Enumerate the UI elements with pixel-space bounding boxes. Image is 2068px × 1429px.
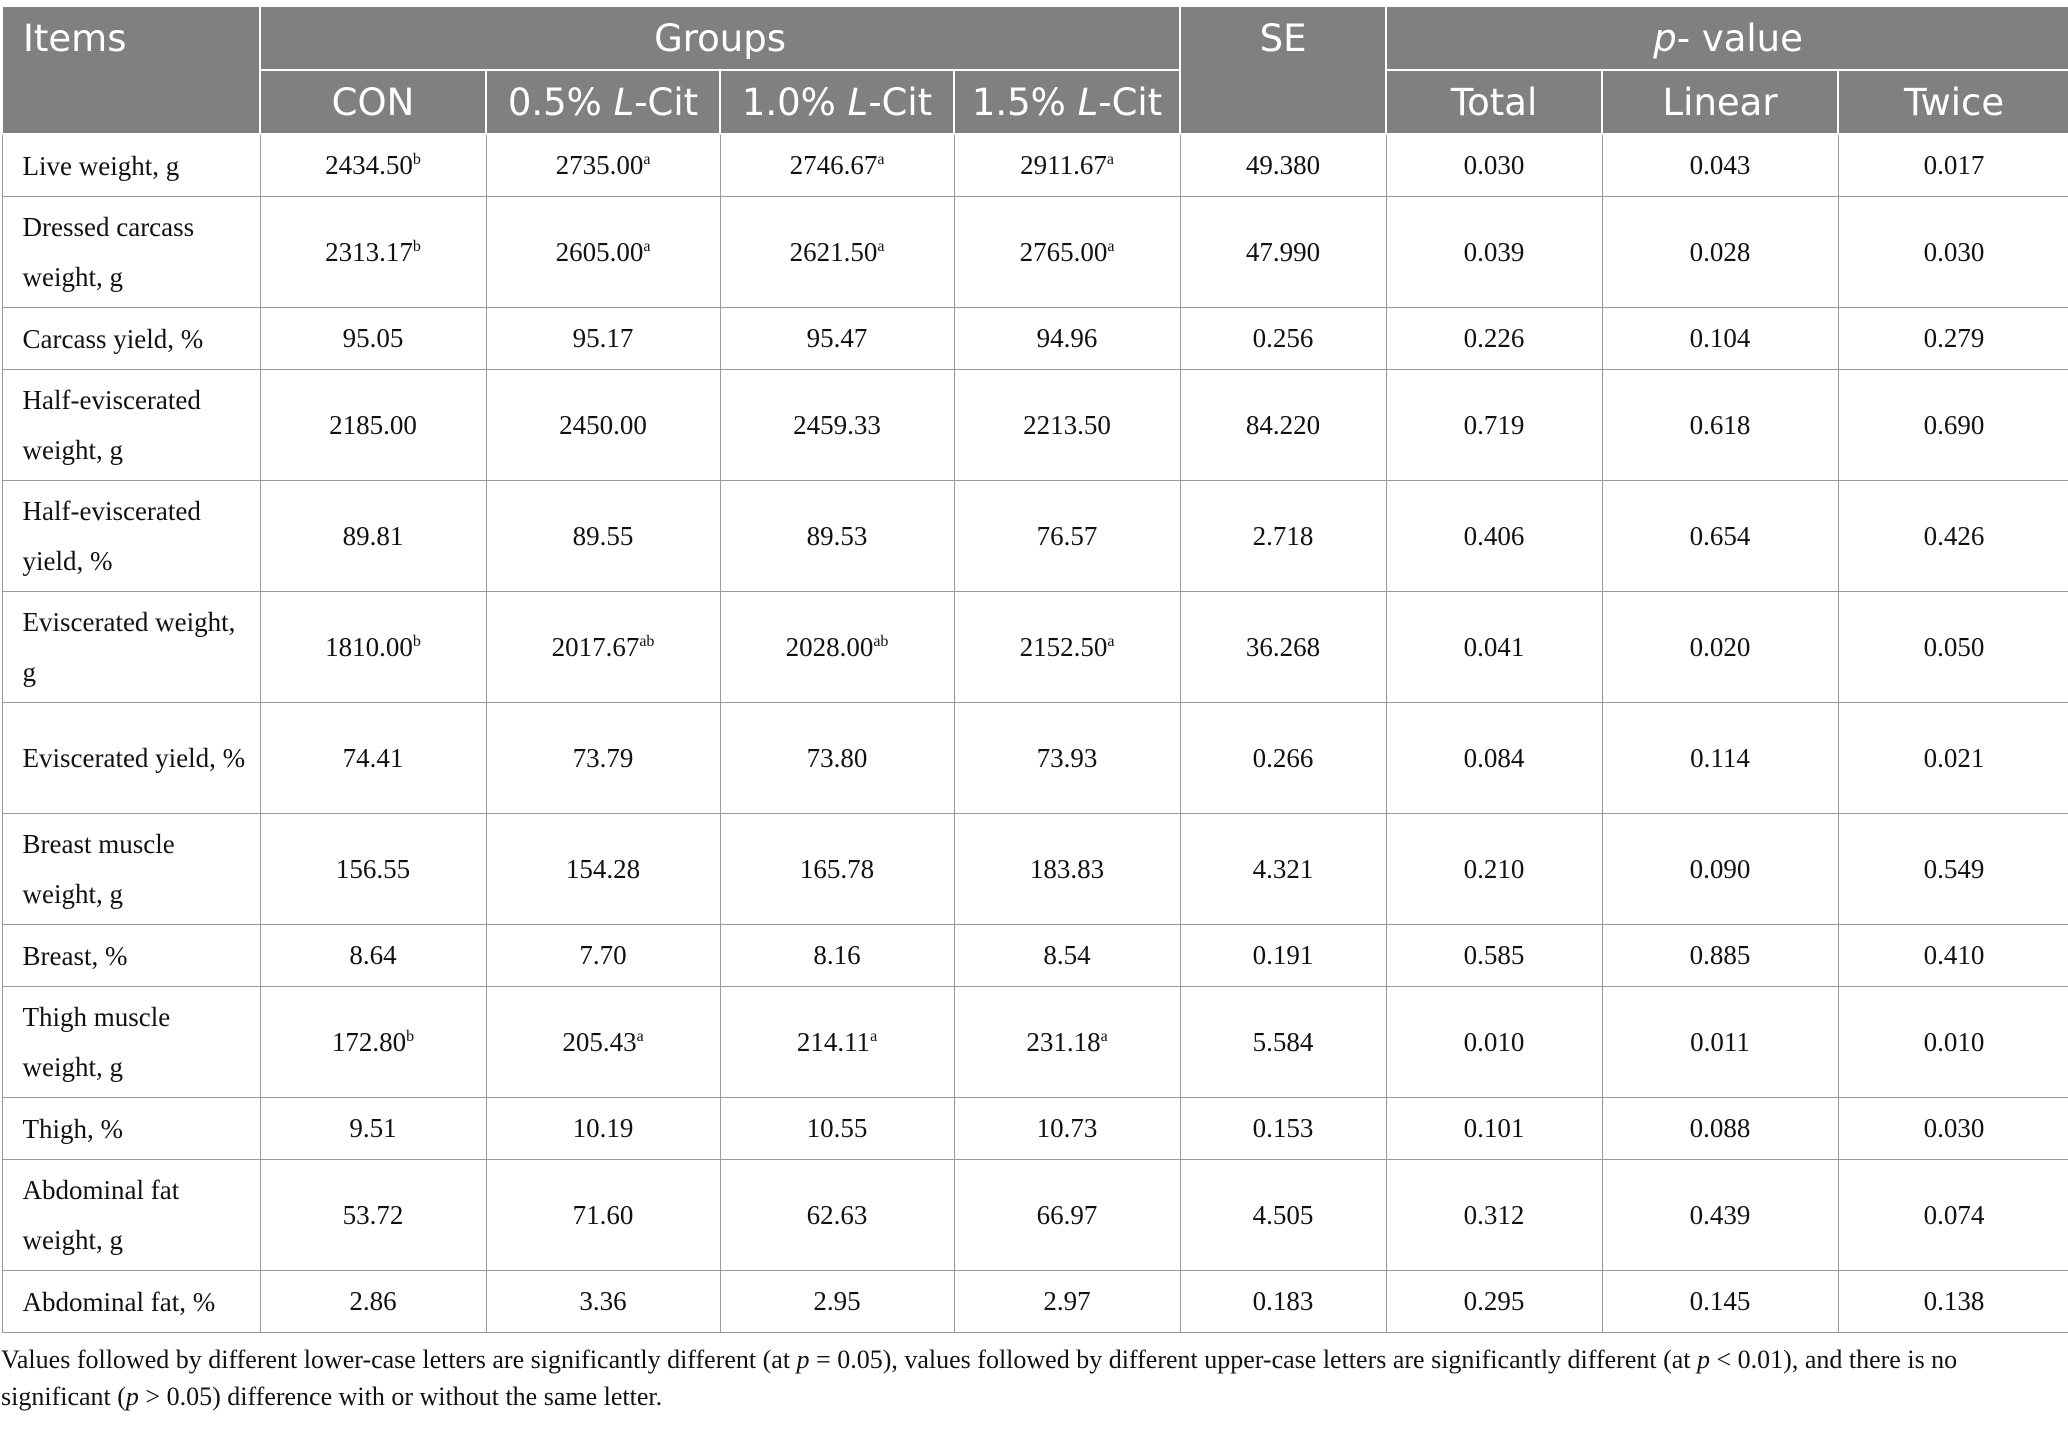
group-cell: [260, 592, 486, 703]
group-cell: [720, 592, 954, 703]
linear-cell: 0.654: [1602, 481, 1838, 592]
se-cell: 36.268: [1180, 592, 1386, 703]
total-cell: 0.041: [1386, 592, 1602, 703]
group-cell: [954, 197, 1180, 308]
group-cell: [720, 987, 954, 1098]
cell-value: 3.36: [579, 1286, 627, 1316]
cell-value: 2017.67: [551, 631, 640, 662]
header-group-col: 1.5% L-Cit: [954, 70, 1180, 134]
group-cell: [954, 1160, 1180, 1271]
cell-value: 10.55: [806, 1113, 868, 1143]
twice-cell: 0.010: [1838, 987, 2068, 1098]
group-cell: [720, 308, 954, 370]
cell-value: 74.41: [342, 742, 404, 773]
cell-value: 214.11: [796, 1026, 871, 1057]
cell-value: 66.97: [1036, 1199, 1098, 1230]
table-row: [2, 481, 2068, 592]
total-cell: 0.295: [1386, 1271, 1602, 1333]
cell-value: 2911.67: [1020, 150, 1107, 180]
group-cell: [954, 925, 1180, 987]
cell-value: 2.95: [813, 1286, 861, 1316]
header-items: Items: [2, 6, 260, 134]
total-cell: 0.210: [1386, 814, 1602, 925]
group-cell: [954, 308, 1180, 370]
cell-value: 95.47: [806, 323, 868, 353]
row-label: Thigh muscle weight, g: [2, 987, 260, 1098]
cell-value: 53.72: [342, 1199, 404, 1230]
header-p-value: [1386, 6, 2068, 70]
header-pvalue-col: Twice: [1838, 70, 2068, 134]
twice-cell: 0.021: [1838, 703, 2068, 814]
header-group-col: 1.0% L-Cit: [720, 70, 954, 134]
total-cell: 0.226: [1386, 308, 1602, 370]
header-p-rest: - value: [1676, 16, 1803, 60]
group-cell: [954, 1271, 1180, 1333]
cell-value: 2434.50: [325, 150, 413, 180]
row-label: Thigh, %: [2, 1098, 260, 1160]
group-cell: [260, 1271, 486, 1333]
results-table: [1, 5, 2068, 1333]
group-cell: [486, 814, 720, 925]
table-footnote: Values followed by different lower-case letters are significantly different (at p = 0.05), values followed by different upper-case letters are significantly different (at p < 0.01), and there is no significant (p > 0.05) difference with or without the same letter.: [1, 1345, 1958, 1411]
row-label: Abdominal fat weight, g: [2, 1160, 260, 1271]
twice-cell: 0.030: [1838, 197, 2068, 308]
cell-value: 89.81: [342, 520, 404, 551]
group-cell: [720, 1160, 954, 1271]
twice-cell: 0.074: [1838, 1160, 2068, 1271]
cell-value: 89.53: [806, 520, 868, 551]
row-label: Abdominal fat, %: [2, 1271, 260, 1333]
cell-value: 2.86: [349, 1286, 397, 1316]
cell-value: 205.43: [562, 1026, 637, 1057]
group-cell: [486, 370, 720, 481]
group-cell: [486, 308, 720, 370]
group-cell: [260, 987, 486, 1098]
group-cell: [486, 481, 720, 592]
cell-value: 8.64: [349, 940, 397, 970]
linear-cell: 0.885: [1602, 925, 1838, 987]
row-label: Eviscerated weight, g: [2, 592, 260, 703]
linear-cell: 0.028: [1602, 197, 1838, 308]
row-label: Half-eviscerated yield, %: [2, 481, 260, 592]
significance-letter: a: [1106, 151, 1114, 168]
linear-cell: 0.145: [1602, 1271, 1838, 1333]
group-cell: [486, 1160, 720, 1271]
se-cell: 0.191: [1180, 925, 1386, 987]
cell-value: 2213.50: [1023, 409, 1111, 440]
cell-value: 9.51: [349, 1113, 397, 1143]
cell-value: 62.63: [806, 1199, 868, 1230]
header-p-letter: p: [1653, 16, 1677, 60]
significance-letter: a: [1107, 237, 1115, 255]
se-cell: 5.584: [1180, 987, 1386, 1098]
cell-value: 2746.67: [789, 150, 878, 180]
group-cell: [954, 134, 1180, 197]
cell-value: 2152.50: [1019, 631, 1108, 662]
se-cell: 0.256: [1180, 308, 1386, 370]
se-cell: 0.266: [1180, 703, 1386, 814]
total-cell: 0.101: [1386, 1098, 1602, 1160]
cell-value: 2185.00: [329, 409, 417, 440]
group-cell: [720, 814, 954, 925]
row-label: Half-eviscerated weight, g: [2, 370, 260, 481]
twice-cell: 0.426: [1838, 481, 2068, 592]
group-cell: [954, 481, 1180, 592]
linear-cell: 0.011: [1602, 987, 1838, 1098]
total-cell: 0.719: [1386, 370, 1602, 481]
cell-value: 1810.00: [325, 631, 413, 662]
cell-value: 76.57: [1036, 520, 1098, 551]
group-cell: [260, 1160, 486, 1271]
group-cell: [260, 197, 486, 308]
significance-letter: a: [877, 237, 885, 255]
group-cell: [486, 925, 720, 987]
cell-value: 73.93: [1036, 742, 1098, 773]
cell-value: 156.55: [335, 853, 411, 884]
twice-cell: 0.138: [1838, 1271, 2068, 1333]
cell-value: 165.78: [799, 853, 875, 884]
cell-value: 2028.00: [785, 631, 874, 662]
table-row: [2, 925, 2068, 987]
se-cell: 4.321: [1180, 814, 1386, 925]
twice-cell: 0.050: [1838, 592, 2068, 703]
significance-letter: a: [877, 151, 885, 168]
table-row: [2, 703, 2068, 814]
cell-value: 2605.00: [555, 236, 644, 267]
table-row: [2, 814, 2068, 925]
header-se: SE: [1180, 6, 1386, 134]
cell-value: 73.79: [572, 742, 634, 773]
linear-cell: 0.020: [1602, 592, 1838, 703]
twice-cell: 0.017: [1838, 134, 2068, 197]
significance-letter: b: [406, 1027, 415, 1045]
se-cell: 2.718: [1180, 481, 1386, 592]
significance-letter: a: [870, 1027, 878, 1045]
cell-value: 7.70: [579, 940, 627, 970]
cell-value: 95.05: [342, 323, 404, 353]
significance-letter: b: [412, 237, 421, 255]
significance-letter: ab: [639, 632, 655, 650]
significance-letter: a: [636, 1027, 644, 1045]
cell-value: 73.80: [806, 742, 868, 773]
group-cell: [486, 1098, 720, 1160]
row-label: Live weight, g: [2, 134, 260, 197]
total-cell: 0.312: [1386, 1160, 1602, 1271]
significance-letter: ab: [873, 632, 889, 650]
group-cell: [720, 703, 954, 814]
linear-cell: 0.090: [1602, 814, 1838, 925]
group-cell: [260, 134, 486, 197]
group-cell: [260, 308, 486, 370]
group-cell: [954, 592, 1180, 703]
total-cell: 0.406: [1386, 481, 1602, 592]
linear-cell: 0.439: [1602, 1160, 1838, 1271]
group-cell: [260, 481, 486, 592]
cell-value: 2765.00: [1019, 236, 1108, 267]
se-cell: 4.505: [1180, 1160, 1386, 1271]
table-row: [2, 1271, 2068, 1333]
group-cell: [954, 987, 1180, 1098]
cell-value: 2.97: [1043, 1286, 1091, 1316]
group-cell: [260, 370, 486, 481]
cell-value: 154.28: [565, 853, 641, 884]
se-cell: 0.183: [1180, 1271, 1386, 1333]
cell-value: 71.60: [572, 1199, 634, 1230]
cell-value: 89.55: [572, 520, 634, 551]
table-row: [2, 987, 2068, 1098]
se-cell: 84.220: [1180, 370, 1386, 481]
header-pvalue-col: Linear: [1602, 70, 1838, 134]
linear-cell: 0.114: [1602, 703, 1838, 814]
table-row: [2, 370, 2068, 481]
group-cell: [486, 703, 720, 814]
se-cell: 0.153: [1180, 1098, 1386, 1160]
significance-letter: a: [1107, 632, 1115, 650]
cell-value: 183.83: [1029, 853, 1105, 884]
table-header: [2, 6, 2068, 134]
group-cell: [954, 814, 1180, 925]
cell-value: 10.73: [1036, 1113, 1098, 1143]
group-cell: [954, 703, 1180, 814]
header-row-top: [2, 6, 2068, 70]
group-cell: [720, 925, 954, 987]
group-cell: [486, 592, 720, 703]
group-cell: [720, 1271, 954, 1333]
twice-cell: 0.410: [1838, 925, 2068, 987]
group-cell: [720, 481, 954, 592]
se-cell: 49.380: [1180, 134, 1386, 197]
cell-value: 95.17: [572, 323, 634, 353]
cell-value: 2621.50: [789, 236, 878, 267]
table-row: [2, 197, 2068, 308]
cell-value: 2313.17: [325, 236, 413, 267]
group-cell: [720, 1098, 954, 1160]
cell-value: 94.96: [1036, 323, 1098, 353]
twice-cell: 0.549: [1838, 814, 2068, 925]
twice-cell: 0.279: [1838, 308, 2068, 370]
row-label: Breast, %: [2, 925, 260, 987]
cell-value: 172.80: [331, 1026, 407, 1057]
significance-letter: b: [412, 632, 421, 650]
group-cell: [260, 925, 486, 987]
group-cell: [486, 1271, 720, 1333]
twice-cell: 0.690: [1838, 370, 2068, 481]
cell-value: 8.16: [813, 940, 861, 970]
table-row: [2, 592, 2068, 703]
group-cell: [486, 134, 720, 197]
table-body: [2, 134, 2068, 1333]
linear-cell: 0.043: [1602, 134, 1838, 197]
table-row: [2, 308, 2068, 370]
group-cell: [720, 370, 954, 481]
cell-value: 2459.33: [793, 409, 881, 440]
row-label: Carcass yield, %: [2, 308, 260, 370]
significance-letter: a: [1100, 1027, 1108, 1045]
group-cell: [260, 814, 486, 925]
table-row: [2, 134, 2068, 197]
group-cell: [954, 370, 1180, 481]
group-cell: [260, 703, 486, 814]
cell-value: 231.18: [1026, 1026, 1101, 1057]
total-cell: 0.039: [1386, 197, 1602, 308]
linear-cell: 0.088: [1602, 1098, 1838, 1160]
group-cell: [720, 134, 954, 197]
group-cell: [486, 987, 720, 1098]
group-cell: [720, 197, 954, 308]
significance-letter: a: [643, 237, 651, 255]
cell-value: 8.54: [1043, 940, 1091, 970]
table-row: [2, 1160, 2068, 1271]
se-cell: 47.990: [1180, 197, 1386, 308]
row-label: Breast muscle weight, g: [2, 814, 260, 925]
header-row-bottom: [2, 70, 2068, 134]
group-cell: [486, 197, 720, 308]
total-cell: 0.084: [1386, 703, 1602, 814]
twice-cell: 0.030: [1838, 1098, 2068, 1160]
header-group-col: CON: [260, 70, 486, 134]
row-label: Dressed carcass weight, g: [2, 197, 260, 308]
significance-letter: b: [412, 151, 421, 168]
header-groups: Groups: [260, 6, 1180, 70]
significance-letter: a: [643, 151, 651, 168]
row-label: Eviscerated yield, %: [2, 703, 260, 814]
table-row: [2, 1098, 2068, 1160]
header-pvalue-col: Total: [1386, 70, 1602, 134]
group-cell: [260, 1098, 486, 1160]
group-cell: [954, 1098, 1180, 1160]
linear-cell: 0.618: [1602, 370, 1838, 481]
total-cell: 0.010: [1386, 987, 1602, 1098]
cell-value: 2735.00: [555, 150, 644, 180]
cell-value: 10.19: [572, 1113, 634, 1143]
cell-value: 2450.00: [559, 409, 647, 440]
total-cell: 0.030: [1386, 134, 1602, 197]
total-cell: 0.585: [1386, 925, 1602, 987]
linear-cell: 0.104: [1602, 308, 1838, 370]
header-group-col: 0.5% L-Cit: [486, 70, 720, 134]
